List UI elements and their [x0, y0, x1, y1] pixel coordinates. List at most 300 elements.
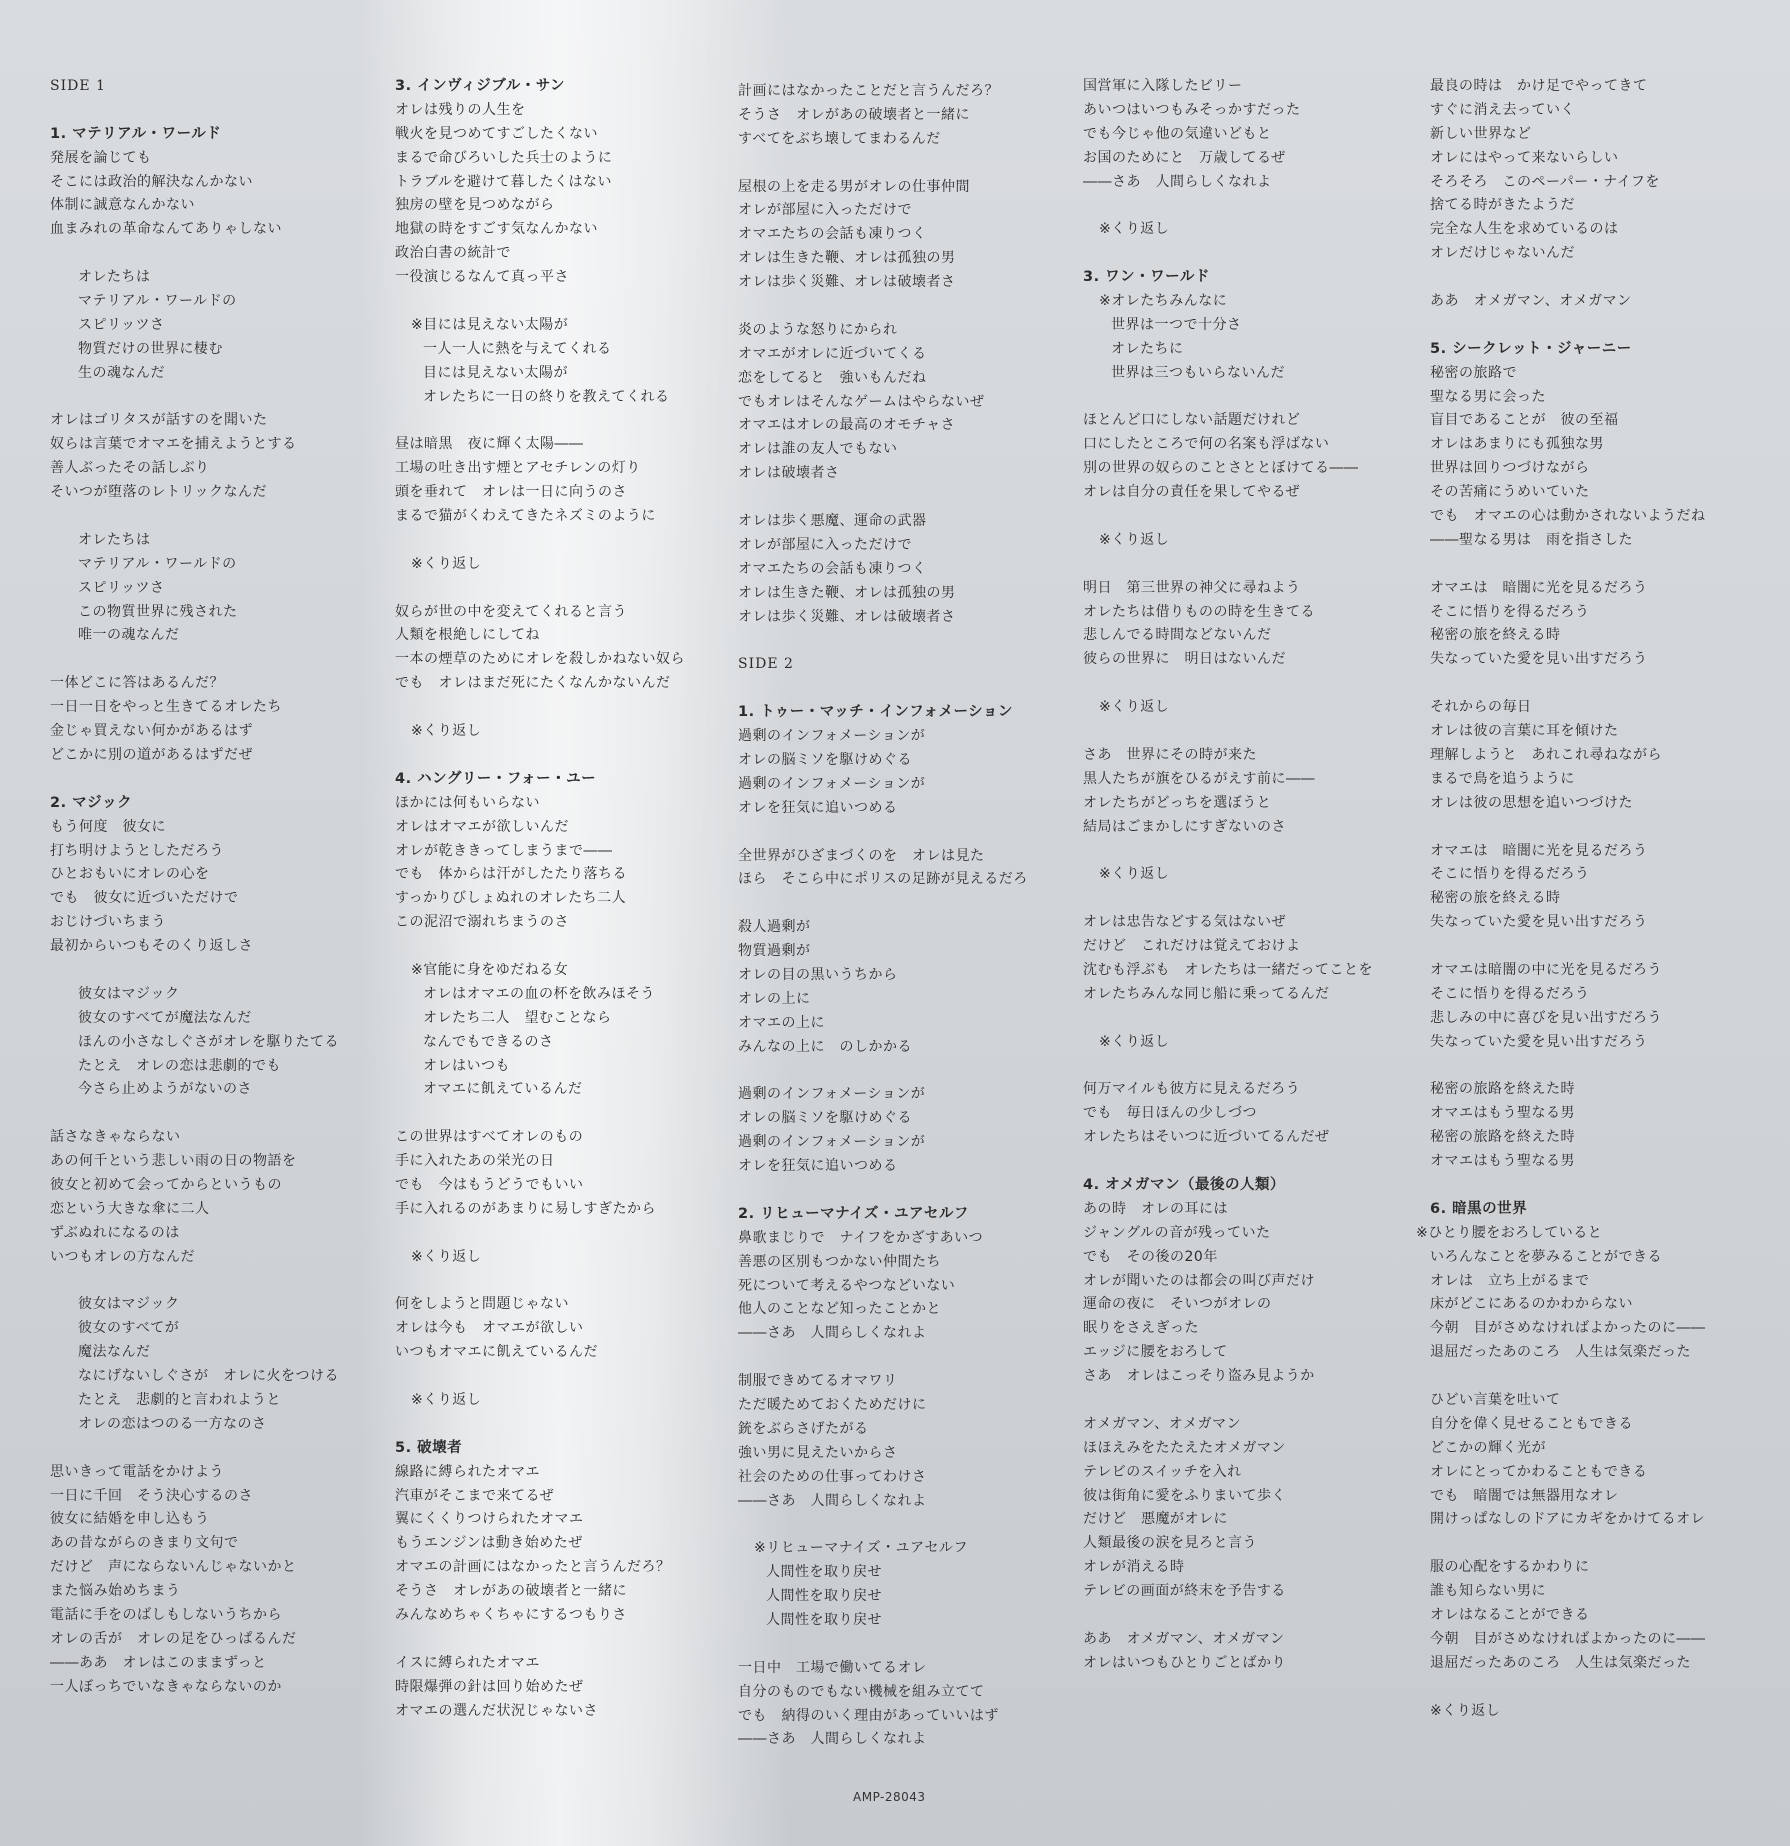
- lyric-line: でも オレはまだ死にたくなんかないんだ: [395, 675, 671, 692]
- lyric-line: 誰も知らない男に: [1430, 1583, 1546, 1600]
- lyric-line: 最良の時は かけ足でやってきて: [1430, 78, 1648, 94]
- lyric-line: すっかりびしょぬれのオレたち二人: [395, 890, 627, 907]
- lyric-line: ずぶぬれになるのは: [50, 1224, 180, 1241]
- lyric-line: オレたち二人 望むことなら: [423, 1009, 612, 1026]
- line-spacer: [1430, 266, 1780, 290]
- lyric-line: 制服できめてるオマワリ: [738, 1373, 898, 1390]
- lyric-line: でも 納得のいく理由があっていいはず: [738, 1707, 999, 1724]
- lyric-line: ※くり返し: [411, 555, 482, 572]
- line-spacer: [50, 1102, 388, 1126]
- lyric-line: でも 今はもうどうでもいい: [395, 1176, 584, 1193]
- lyric-line: ※くり返し: [411, 1391, 482, 1408]
- lyric-line: オレは彼の思想を追いつづけた: [1430, 794, 1633, 811]
- line-spacer: [1083, 887, 1421, 911]
- lyric-line: オレはいつもひとりごとばかり: [1083, 1654, 1286, 1671]
- line-spacer: [395, 409, 733, 433]
- lyric-line: オマエたちの会話も凍りつく: [738, 560, 927, 577]
- line-spacer: [1430, 816, 1780, 840]
- lyric-line: オレの脳ミソを駆けめぐる: [738, 1110, 912, 1127]
- lyric-line: そこに悟りを得るだろう: [1430, 603, 1590, 620]
- line-spacer: [738, 677, 1076, 701]
- lyric-line: ほら そこら中にポリスの足跡が見えるだろ: [738, 871, 1028, 888]
- lyric-line: この物質世界に残された: [78, 603, 238, 620]
- lyric-line: 善人ぶったその話しぶり: [50, 460, 210, 477]
- lyric-line: オマエはもう聖なる男: [1430, 1153, 1575, 1170]
- lyric-line: テレビのスイッチを入れ: [1083, 1463, 1242, 1480]
- lyric-line: スピリッツさ: [78, 316, 165, 333]
- lyric-line: オレたちみんな同じ船に乗ってるんだ: [1083, 985, 1330, 1002]
- lyric-line: 盲目であることが 彼の至福: [1430, 412, 1619, 429]
- lyric-line: オレが部屋に入っただけで: [738, 536, 912, 553]
- lyric-line: オレの目の黒いうちから: [738, 966, 898, 983]
- lyric-line: 奴らが世の中を変えてくれると言う: [395, 603, 627, 620]
- catalog-number: AMP-28043: [853, 1790, 926, 1804]
- lyric-line: 全世界がひざまづくのを オレは見た: [738, 847, 985, 864]
- lyric-line: 一日中 工場で働いてるオレ: [738, 1659, 927, 1676]
- lyric-line: すぐに消え去っていく: [1430, 101, 1575, 118]
- line-spacer: [395, 290, 733, 314]
- lyric-line: いつもオマエに飢えているんだ: [395, 1344, 598, 1361]
- lyric-line: オマエは暗闇の中に光を見るだろう: [1430, 961, 1662, 978]
- lyric-line: 服の心配をするかわりに: [1430, 1559, 1590, 1576]
- lyric-line: 彼女のすべてが: [78, 1320, 180, 1337]
- lyric-line: オマエはオレの最高のオモチャさ: [738, 417, 956, 434]
- lyric-line: オマエたちの会話も凍りつく: [738, 226, 927, 243]
- lyric-line: オレはオマエが欲しいんだ: [395, 818, 569, 835]
- lyric-line: 失なっていた愛を見い出すだろう: [1430, 914, 1648, 931]
- lyric-line: オレは忠告などする気はないぜ: [1083, 914, 1286, 931]
- song-title: 4. オメガマン（最後の人類）: [1083, 1176, 1285, 1193]
- lyric-line: 手に入れたあの栄光の日: [395, 1153, 555, 1170]
- lyric-line: みんなの上に のしかかる: [738, 1038, 912, 1055]
- lyric-line: ひどい言葉を吐いて: [1430, 1391, 1561, 1408]
- line-spacer: [395, 935, 733, 959]
- lyric-line: 新しい世界など: [1430, 125, 1532, 142]
- lyric-line: 自分を偉く見せることもできる: [1430, 1415, 1633, 1432]
- lyric-line: もうエンジンは動き始めたぜ: [395, 1535, 583, 1552]
- lyric-line: まるで猫がくわえてきたネズミのように: [395, 508, 656, 525]
- lyric-line: オレたちは: [78, 269, 151, 286]
- lyric-line: 金じゃ買えない何かがあるはず: [50, 723, 253, 740]
- lyric-line: その苦痛にうめいていた: [1430, 484, 1590, 501]
- lyric-line: おじけづいちまう: [50, 914, 166, 931]
- lyric-line: 黒人たちが旗をひるがえす前に――: [1083, 770, 1315, 787]
- lyric-line: 今朝 目がさめなければよかったのに――: [1430, 1320, 1706, 1337]
- lyric-line: なにげないしぐさが オレに火をつける: [78, 1368, 339, 1385]
- lyric-line: 一人ぼっちでいなきゃならないのか: [50, 1678, 282, 1695]
- lyric-line: いつもオレの方なんだ: [50, 1248, 195, 1265]
- lyric-line: 過剰のインフォメーションが: [738, 1134, 926, 1151]
- lyric-line: 物質過剰が: [738, 943, 811, 960]
- lyric-line: オレはゴリタスが話すのを聞いた: [50, 412, 268, 429]
- lyric-line: 手に入れるのがあまりに易しすぎたから: [395, 1200, 656, 1217]
- line-spacer: [1430, 672, 1780, 696]
- line-spacer: [1083, 553, 1421, 577]
- lyric-line: ひとおもいにオレの心を: [50, 866, 210, 883]
- lyric-line: そうさ オレがあの破壊者と一緒に: [738, 106, 970, 123]
- lyric-line: オレはいつも: [423, 1057, 510, 1074]
- lyric-line: ※くり返し: [1099, 221, 1170, 238]
- line-spacer: [738, 486, 1076, 510]
- lyric-line: 政治白書の統計で: [395, 245, 511, 262]
- lyric-line: オマエの上に: [738, 1014, 825, 1031]
- lyric-line: 彼女はマジック: [78, 985, 180, 1002]
- lyric-line: あいつはいつもみそっかすだった: [1083, 101, 1301, 118]
- line-spacer: [50, 386, 388, 410]
- lyric-line: オレにとってかわることもできる: [1430, 1463, 1648, 1480]
- lyric-line: オマエに飢えているんだ: [423, 1081, 583, 1098]
- lyric-line: オレは残りの人生を: [395, 101, 526, 118]
- lyric-line: ――聖なる男は 雨を指さした: [1430, 531, 1633, 548]
- lyric-line: ※くり返し: [1099, 531, 1170, 548]
- lyrics-column-5: [1416, 75, 1780, 1723]
- lyric-line: 恋という大きな傘に二人: [50, 1200, 210, 1217]
- lyric-line: オレの脳ミソを駆けめぐる: [738, 751, 912, 768]
- lyric-line: 一人一人に熱を与えてくれる: [423, 340, 612, 357]
- lyric-line: マテリアル・ワールドの: [78, 555, 237, 572]
- lyric-line: あの何千という悲しい雨の日の物語を: [50, 1153, 297, 1170]
- lyric-line: 悲しみの中に喜びを見い出すだろう: [1430, 1009, 1662, 1026]
- lyric-line: 殺人過剰が: [738, 919, 811, 936]
- line-spacer: [395, 1270, 733, 1294]
- lyric-line: トラブルを避けて暮したくはない: [395, 173, 612, 190]
- lyric-line: スピリッツさ: [78, 579, 165, 596]
- lyric-line: 頭を垂れて オレは一日に向うのさ: [395, 484, 627, 501]
- lyric-line: 失なっていた愛を見い出すだろう: [1430, 1033, 1648, 1050]
- lyric-line: 目には見えない太陽が: [423, 364, 568, 381]
- lyric-line: ※くり返し: [1099, 866, 1170, 883]
- lyric-line: お国のためにと 万歳してるぜ: [1083, 149, 1286, 166]
- song-title: 3. ワン・ワールド: [1083, 269, 1210, 286]
- lyric-line: オマエは 暗闇に光を見るだろう: [1430, 579, 1648, 596]
- lyric-line: オレたちに一日の終りを教えてくれる: [423, 388, 670, 405]
- lyric-line: オレはなることができる: [1430, 1607, 1590, 1623]
- lyric-line: ああ オメガマン、オメガマン: [1430, 293, 1632, 310]
- lyric-line: さあ オレはこっそり盗み見ようか: [1083, 1368, 1315, 1385]
- lyric-line: 発展を論じても: [50, 149, 152, 166]
- lyric-line: オメガマン、オメガマン: [1083, 1415, 1242, 1432]
- line-spacer: [738, 892, 1076, 916]
- song-title: 2. マジック: [50, 794, 133, 811]
- lyric-line: いろんなことを夢みることができる: [1430, 1248, 1662, 1265]
- lyric-line: 一日に千回 そう決心するのさ: [50, 1487, 253, 1504]
- lyric-line: もう何度 彼女に: [50, 818, 166, 835]
- lyric-line: オレを狂気に追いつめる: [738, 799, 898, 816]
- line-spacer: [1430, 1055, 1780, 1079]
- lyric-line: 人類最後の涙を見ろと言う: [1083, 1535, 1257, 1552]
- lyric-line: オレの舌が オレの足をひっぱるんだ: [50, 1630, 297, 1647]
- lyric-line: 自分のものでもない機械を組み立てて: [738, 1683, 985, 1700]
- lyric-line: 秘密の旅を終える時: [1430, 627, 1561, 644]
- lyric-line: 他人のことなど知ったことかと: [738, 1301, 941, 1318]
- lyric-line: でも その後の20年: [1083, 1248, 1218, 1265]
- lyric-line: 翼にくくりつけられたオマエ: [395, 1511, 584, 1528]
- lyric-line: 別の世界の奴らのことさととぼけてる――: [1083, 460, 1359, 477]
- line-spacer: [1083, 194, 1421, 218]
- side-heading: SIDE 1: [50, 78, 106, 94]
- line-spacer: [395, 744, 733, 768]
- lyric-line: 捨てる時がきたようだ: [1430, 197, 1575, 214]
- lyric-line: 人間性を取り戻せ: [766, 1612, 882, 1628]
- line-spacer: [1430, 935, 1780, 959]
- lyrics-column-4: [1083, 75, 1421, 1676]
- lyric-line: 秘密の旅路を終えた時: [1430, 1081, 1575, 1098]
- lyric-line: 魔法なんだ: [78, 1344, 151, 1361]
- lyric-line: オレは彼の言葉に耳を傾けた: [1430, 723, 1619, 740]
- lyric-line: ほかには何もいらない: [395, 794, 540, 811]
- lyric-line: オレは生きた鞭、オレは孤独の男: [738, 250, 956, 267]
- lyric-line: 完全な人生を求めているのは: [1430, 221, 1619, 238]
- lyric-line: ただ暖ためておくためだけに: [738, 1396, 927, 1413]
- lyric-line: ※くり返し: [411, 723, 482, 740]
- line-spacer: [50, 959, 388, 983]
- lyric-line: 何をしようと問題じゃない: [395, 1296, 569, 1313]
- lyric-line: 過剰のインフォメーションが: [738, 1086, 926, 1103]
- lyric-line: 恋をしてると 強いもんだね: [738, 369, 927, 386]
- lyric-line: そこに悟りを得るだろう: [1430, 985, 1590, 1002]
- line-spacer: [1083, 1150, 1421, 1174]
- lyric-line: 彼女のすべてが魔法なんだ: [78, 1009, 252, 1026]
- line-spacer: [1083, 1055, 1421, 1079]
- line-spacer: [1430, 1532, 1780, 1556]
- lyric-line: オレは生きた鞭、オレは孤独の男: [738, 584, 956, 601]
- line-spacer: [395, 1413, 733, 1437]
- lyric-line: 体制に誠意なんかない: [50, 197, 195, 214]
- lyric-line: 一日一日をやっと生きてるオレたち: [50, 699, 282, 716]
- lyric-line: 過剰のインフォメーションが: [738, 728, 926, 745]
- lyric-line: この泥沼で溺れちまうのさ: [395, 914, 569, 931]
- line-spacer: [1083, 242, 1421, 266]
- line-spacer: [738, 1513, 1076, 1537]
- lyric-line: 銃をぶらさげたがる: [738, 1420, 869, 1437]
- line-spacer: [395, 1365, 733, 1389]
- lyric-line: 生の魂なんだ: [78, 364, 165, 381]
- line-spacer: [738, 1060, 1076, 1084]
- lyric-line: オレの恋はつのる一方なのさ: [78, 1415, 267, 1432]
- lyric-line: オレを狂気に追いつめる: [738, 1158, 898, 1175]
- line-spacer: [395, 529, 733, 553]
- lyric-line: ※くり返し: [1099, 699, 1170, 716]
- line-spacer: [1083, 1604, 1421, 1628]
- lyric-line: でも オマエの心は動かされないようだね: [1430, 508, 1706, 525]
- lyric-line: エッジに腰をおろして: [1083, 1344, 1228, 1361]
- lyric-line: すべてをぶち壊してまわるんだ: [738, 130, 941, 147]
- lyric-line: オレたちがどっちを選ぼうと: [1083, 794, 1272, 811]
- lyric-line: オマエの選んだ状況じゃないさ: [395, 1702, 598, 1719]
- lyric-line: 線路に縛られたオマエ: [395, 1463, 540, 1480]
- lyric-line: 人間性を取り戻せ: [766, 1588, 882, 1605]
- lyric-line: でも 暗闇では無器用なオレ: [1430, 1487, 1619, 1504]
- lyric-line: でもオレはそんなゲームはやらないぜ: [738, 393, 985, 410]
- song-title: 5. シークレット・ジャーニー: [1430, 340, 1632, 357]
- lyric-line: オレたちは: [78, 531, 151, 548]
- lyric-line: オレが乾ききってしまうまで――: [395, 842, 613, 859]
- line-spacer: [50, 99, 388, 123]
- lyric-line: この世界はすべてオレのもの: [395, 1129, 584, 1146]
- lyric-line: オレたちに: [1111, 340, 1184, 357]
- lyric-line: まるで鳥を追うように: [1430, 770, 1575, 787]
- line-spacer: [1430, 553, 1780, 577]
- lyric-line: ※くり返し: [1430, 1702, 1501, 1719]
- lyric-line: 世界は三つもいらないんだ: [1111, 364, 1285, 381]
- lyric-line: 悲しんでる時間などないんだ: [1083, 627, 1272, 644]
- lyric-line: 打ち明けようとしただろう: [50, 842, 224, 859]
- lyric-line: オレの上に: [738, 990, 811, 1007]
- lyric-line: オレは歩く災難、オレは破壊者さ: [738, 608, 956, 625]
- line-spacer: [395, 577, 733, 601]
- lyric-line: 計画にはなかったことだと言うんだろ？: [738, 83, 999, 99]
- line-spacer: [738, 1179, 1076, 1203]
- lyric-line: オレたちは借りものの時を生きてる: [1083, 603, 1315, 620]
- line-spacer: [1083, 840, 1421, 864]
- lyric-line: 炎のような怒りにかられ: [738, 321, 898, 338]
- lyric-line: 秘密の旅路で: [1430, 364, 1517, 381]
- lyric-line: ※くり返し: [1099, 1033, 1170, 1050]
- lyric-line: ※官能に身をゆだねる女: [411, 961, 569, 978]
- lyric-line: オレだけじゃないんだ: [1430, 245, 1575, 262]
- line-spacer: [50, 648, 388, 672]
- lyric-line: ――さあ 人間らしくなれよ: [738, 1731, 927, 1748]
- lyric-line: 死について考えるやつなどいない: [738, 1277, 956, 1294]
- line-spacer: [395, 1222, 733, 1246]
- lyric-line: ※リヒューマナイズ・ユアセルフ: [754, 1540, 968, 1557]
- lyric-line: ほほえみをたたえたオメガマン: [1083, 1439, 1286, 1456]
- lyric-line: そうさ オレがあの破壊者と一緒に: [395, 1583, 627, 1600]
- lyric-line: だけど 声にならないんじゃないかと: [50, 1559, 297, 1576]
- lyric-line: 血まみれの革命なんてありゃしない: [50, 221, 282, 238]
- line-spacer: [1083, 1389, 1421, 1413]
- lyric-line: オレは破壊者さ: [738, 465, 840, 482]
- lyric-line: 電話に手をのばしもしないうちから: [50, 1607, 282, 1623]
- lyric-line: 結局はごまかしにすぎないのさ: [1083, 818, 1286, 835]
- lyric-line: 最初からいつもそのくり返しさ: [50, 938, 253, 955]
- lyric-line: 床がどこにあるのかわからない: [1430, 1296, 1633, 1313]
- lyric-line: 社会のための仕事ってわけさ: [738, 1468, 927, 1485]
- line-spacer: [1430, 314, 1780, 338]
- lyric-line: オマエはもう聖なる男: [1430, 1105, 1575, 1122]
- lyric-line: そろそろ このペーパー・ナイフを: [1430, 173, 1660, 190]
- lyric-line: 一体どこに答はあるんだ？: [50, 675, 224, 692]
- lyric-line: そこに悟りを得るだろう: [1430, 866, 1590, 883]
- lyric-line: 時限爆弾の針は回り始めたぜ: [395, 1678, 584, 1695]
- lyric-line: どこかの輝く光が: [1430, 1439, 1546, 1456]
- lyric-line: 彼女はマジック: [78, 1296, 180, 1313]
- lyric-line: オレは 立ち上がるまで: [1430, 1272, 1590, 1289]
- lyric-line: あの昔ながらのきまり文句で: [50, 1535, 239, 1552]
- lyrics-column-3: [738, 80, 1076, 1752]
- lyric-line: ――さあ 人間らしくなれよ: [738, 1325, 927, 1342]
- lyric-line: 唯一の魂なんだ: [78, 627, 180, 644]
- lyric-line: ほとんど口にしない話題だけれど: [1083, 412, 1301, 429]
- lyric-line: オマエがオレに近づいてくる: [738, 345, 927, 362]
- lyric-line: どこかに別の道があるはずだぜ: [50, 746, 253, 763]
- lyric-line: たとえ オレの恋は悲劇的でも: [78, 1057, 281, 1074]
- lyric-line: あの時 オレの耳には: [1083, 1200, 1228, 1217]
- lyric-line: 話さなきゃならない: [50, 1129, 181, 1146]
- song-title: 4. ハングリー・フォー・ユー: [395, 770, 597, 787]
- song-title: 6. 暗黒の世界: [1430, 1200, 1528, 1217]
- lyric-line: 彼らの世界に 明日はないんだ: [1083, 651, 1286, 668]
- lyric-line: そいつが堕落のレトリックなんだ: [50, 484, 267, 501]
- line-spacer: [395, 1102, 733, 1126]
- song-title: 5. 破壊者: [395, 1439, 463, 1456]
- lyric-line: 地獄の時をすごす気なんかない: [395, 221, 598, 238]
- lyric-line: 秘密の旅を終える時: [1430, 890, 1561, 907]
- line-spacer: [1083, 505, 1421, 529]
- lyric-line: 運命の夜に そいつがオレの: [1083, 1296, 1272, 1313]
- lyric-line: ※ひとり腰をおろしていると: [1416, 1224, 1603, 1241]
- lyric-line: 思いきって電話をかけよう: [50, 1463, 224, 1480]
- line-spacer: [738, 629, 1076, 653]
- lyric-line: オマエは 暗闇に光を見るだろう: [1430, 842, 1648, 859]
- lyric-line: 戦火を見つめてすごしたくない: [395, 125, 598, 142]
- lyric-line: でも今じゃ他の気違いどもと: [1083, 125, 1272, 142]
- lyric-line: ※オレたちみんなに: [1099, 293, 1228, 310]
- line-spacer: [1430, 1174, 1780, 1198]
- lyric-line: みんなめちゃくちゃにするつもりさ: [395, 1607, 627, 1623]
- lyric-line: オレが聞いたのは都会の叫び声だけ: [1083, 1272, 1315, 1289]
- lyric-line: オレは歩く災難、オレは破壊者さ: [738, 274, 956, 291]
- line-spacer: [1083, 672, 1421, 696]
- lyric-line: 彼は街角に愛をふりまいて歩く: [1083, 1487, 1286, 1504]
- song-title: 3. インヴィジブル・サン: [395, 78, 565, 94]
- line-spacer: [395, 696, 733, 720]
- lyric-line: オレは自分の責任を果してやるぜ: [1083, 484, 1301, 501]
- lyric-line: 開けっぱなしのドアにカギをかけてるオレ: [1430, 1511, 1706, 1528]
- lyric-line: イスに縛られたオマエ: [395, 1654, 540, 1671]
- lyric-line: 彼女に結婚を申し込もう: [50, 1511, 210, 1528]
- lyric-line: 人間性を取り戻せ: [766, 1564, 882, 1581]
- lyric-line: なんでもできるのさ: [423, 1033, 554, 1050]
- lyric-line: 独房の壁を見つめながら: [395, 197, 555, 214]
- line-spacer: [50, 505, 388, 529]
- lyric-line: 何万マイルも彼方に見えるだろう: [1083, 1081, 1301, 1098]
- lyric-line: さあ 世界にその時が来た: [1083, 746, 1257, 763]
- lyric-line: それからの毎日: [1430, 699, 1532, 716]
- line-spacer: [395, 1628, 733, 1652]
- lyric-line: オレたちはそいつに近づいてるんだぜ: [1083, 1129, 1330, 1146]
- line-spacer: [738, 152, 1076, 176]
- lyric-line: 世界は一つで十分さ: [1111, 316, 1242, 333]
- line-spacer: [50, 1270, 388, 1294]
- lyric-line: 物質だけの世界に棲む: [78, 340, 223, 357]
- lyric-line: たとえ 悲劇的と言われようと: [78, 1391, 281, 1408]
- song-title: 1. トゥー・マッチ・インフォメーション: [738, 704, 1013, 721]
- lyric-line: オレにはやって来ないらしい: [1430, 149, 1619, 166]
- lyric-line: 奴らは言葉でオマエを捕えようとする: [50, 436, 297, 453]
- lyric-line: ほんの小さなしぐさがオレを駆りたてる: [78, 1033, 339, 1050]
- lyrics-column-2: [395, 75, 733, 1723]
- lyric-line: 強い男に見えたいからさ: [738, 1444, 898, 1461]
- lyric-line: 屋根の上を走る男がオレの仕事仲間: [738, 178, 970, 195]
- lyric-line: 汽車がそこまで来てるぜ: [395, 1487, 555, 1504]
- lyric-line: 彼女と初めて会ってからというもの: [50, 1176, 282, 1193]
- lyric-line: ※くり返し: [411, 1248, 482, 1265]
- line-spacer: [50, 242, 388, 266]
- lyric-line: ――ああ オレはこのままずっと: [50, 1654, 267, 1671]
- lyric-line: 退屈だったあのころ 人生は気楽だった: [1430, 1344, 1691, 1361]
- lyric-line: 国営軍に入隊したビリー: [1083, 78, 1243, 94]
- lyric-line: オレが消える時: [1083, 1559, 1185, 1576]
- lyric-line: 退屈だったあのころ 人生は気楽だった: [1430, 1654, 1691, 1671]
- line-spacer: [1430, 1676, 1780, 1700]
- lyric-line: オレはオマエの血の杯を飲みほそう: [423, 985, 655, 1002]
- lyric-line: でも 体からは汗がしたたり落ちる: [395, 866, 627, 883]
- lyric-line: テレビの画面が終末を予告する: [1083, 1583, 1286, 1600]
- line-spacer: [738, 1346, 1076, 1370]
- lyric-line: ※目には見えない太陽が: [411, 316, 569, 333]
- lyric-line: 人類を根絶しにしてね: [395, 627, 540, 644]
